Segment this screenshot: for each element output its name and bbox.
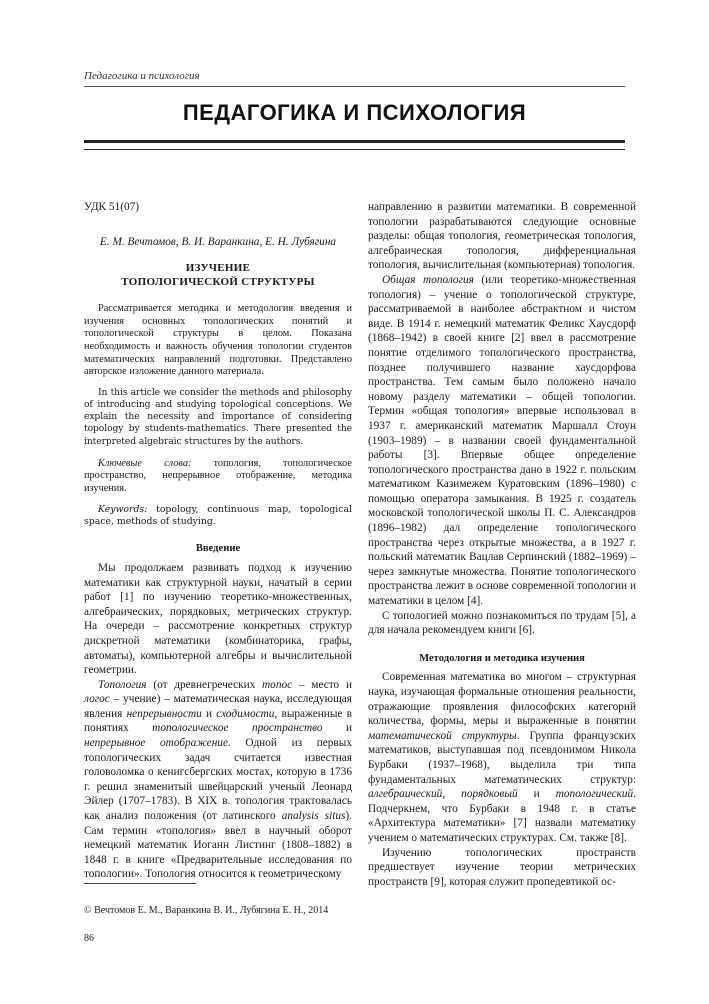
- text-span: и: [201, 707, 217, 720]
- authors: Е. М. Вечтомов, В. И. Варанкина, Е. Н. Лубягина: [99, 235, 337, 248]
- title-double-rule: [84, 140, 625, 150]
- intro-paragraph-2: [84, 678, 352, 882]
- top-rule: [84, 86, 625, 87]
- keywords-ru: [84, 458, 352, 496]
- keywords-en-text: topology, continuous map, topological space, methods of studying.: [84, 503, 352, 527]
- footnote-rule: [84, 883, 196, 884]
- article-title: [84, 261, 352, 289]
- copyright-footnote: © Вечтомов Е. М., Варанкина В. И., Лубягина Е. Н., 2014: [84, 905, 329, 916]
- section-title: ПЕДАГОГИКА И ПСИХОЛОГИЯ: [182, 100, 527, 125]
- intro-paragraph-2-continued: направлению в развитии математики. В современной топологии разрабатываются следующие основные разделы: общая топология, геометрическая топология, алгебраическая топология, дифференциальная топология, вычислительная (компьютерная) топология.: [368, 201, 636, 272]
- term-analysis-situs: analysis situs: [281, 810, 346, 823]
- text-span: – место и: [292, 678, 352, 691]
- udk-code: УДК 51(07): [84, 201, 140, 213]
- keywords-ru-text: топология, топологическое пространство, непрерывное отображение, методика изучения.: [84, 457, 352, 494]
- intro-paragraph-3: [368, 273, 636, 609]
- text-span: . Подчеркнем, что Бурбаки в 1948 г. в статье «Архитектура математики» [7] назвали математику учением о математических структурах. См. также [8].: [368, 788, 636, 844]
- term-convergence: сходимости: [216, 707, 275, 720]
- article-title-line-2: ТОПОЛОГИЧЕСКОЙ СТРУКТУРЫ: [121, 276, 315, 289]
- keywords-ru-label: Ключевые слова:: [98, 457, 192, 469]
- text-span: ). Сам термин «топология» ввел в научный оборот немецкий математик Иоганн Листинг (1808–1882) в 1848 г. в книге «Предварительные исследования по топологии». Топология относится к геометрическому: [84, 810, 353, 881]
- text-span: – учение) – математическая наука, исследующая явления: [84, 693, 352, 720]
- article-title-line-1: ИЗУЧЕНИЕ: [185, 262, 251, 275]
- method-heading: Методология и методика изучения: [419, 652, 585, 664]
- abstract-ru: Рассматривается методика и методология введения и изучения основных топологических понятий и топологической структуры в целом. Показана необходимость и важность обучения топологии студентов математических направлений подготовки. Представлено авторское изложение данного материала.: [84, 303, 352, 378]
- page-number: 86: [84, 933, 94, 944]
- method-paragraph-2: Изучению топологических пространств предшествует изучение теории метрических пространств [9], которая служит пропедевтикой ос-: [368, 846, 636, 888]
- term-math-structure: математической структуры: [368, 729, 517, 742]
- term-order: порядковый: [461, 788, 518, 801]
- term-continuous-map: непрерывное отображение: [84, 737, 228, 750]
- term-algebraic: алгебраический: [368, 788, 443, 801]
- text-span: (от древнегреческих: [146, 678, 263, 691]
- intro-paragraph-1: Мы продолжаем развивать подход к изучению математики как структурной науки, начатый в серии работ [1] по изучению теоретико-множественных, алгебраических, порядковых, метрических структур. На очереди – рассмотрение конкретных структур дискретной математики (комбинаторика, графы, автоматы), компьютерной алгебры и вычислительной геометрии.: [84, 561, 352, 677]
- right-column: [368, 200, 636, 889]
- term-topological-space: топологическое пространство: [152, 722, 323, 735]
- text-span: и: [517, 788, 556, 801]
- term-topology: Топология: [98, 678, 147, 691]
- keywords-en-label: Keywords:: [98, 503, 148, 515]
- text-span: (или теоретико-множественная топология) – учение о топологической структуре, рассматриваемой в наиболее абстрактном и чистом виде. В 1914 г. немецкий математик Феликс Хаусдорф (1868–1942) в своей книге [2] ввел в рассмотрение понятие отделимого топологического пространства, позднее получившего название хаусдорфова пространства. Тем самым было положено начало новому разделу математики – общей топологии. Термин «общая топология» впервые использовал в 1937 г. американский математик Маршалл Стоун (1903–1989) – в названии своей фундаментальной работы [3]. Впервые общее определение топологического пространства дано в 1922 г. польским математиком Казимежем Куратовским (1896–1980) с помощью оператора замыкания. В 1925 г. создатель московской топологической школы П. С. Александров (1896–1982) дал определение топологического пространства через открытые множества, а в 1927 г. польский математик Вацлав Серпинский (1882–1969) – через замкнутые множества. Понятие топологического пространства лежит в основе современной топологии и математики в целом [4].: [368, 273, 636, 608]
- term-logos: логос: [84, 693, 110, 706]
- keywords-en: [84, 504, 352, 529]
- text-span: . Одной из первых топологических задач считается известная головоломка о кенигсбергских мостах, которую в 1736 г. решил знаменитый швейцарский ученый Леонард Эйлер (1707–1783). В XIX в. топология трактовалась как анализ положения (от латинского: [84, 737, 352, 823]
- term-topological: топологический: [555, 788, 634, 801]
- term-continuity: непрерывности: [126, 707, 202, 720]
- method-paragraph-1: [368, 670, 636, 845]
- running-head: Педагогика и психология: [84, 70, 200, 82]
- text-span: Современная математика во многом – структурная наука, изучающая формальные отношения реальности, отражающие проявления философских категорий количества, формы, меры и выраженные в понятии: [368, 671, 636, 728]
- left-column: [84, 200, 352, 882]
- text-span: ,: [442, 788, 462, 801]
- term-general-topology: Общая топология: [382, 273, 474, 286]
- text-span: , выраженные в понятиях: [84, 707, 353, 735]
- text-span: . Группа французских математиков, выступавшая под псевдонимом Никола Бурбаки (1937–1968), выделила три типа фундаментальных математических структур:: [368, 729, 636, 786]
- abstract-en: In this article we consider the methods and philosophy of introducing and studying topological conceptions. We explain the necessity and importance of considering topology by students-mathematics. There presented the interpreted algebraic structures by the authors.: [84, 386, 352, 447]
- term-topos: топос: [262, 678, 293, 691]
- intro-heading: Введение: [195, 543, 241, 555]
- intro-paragraph-4: С топологией можно познакомиться по трудам [5], а для начала рекомендуем книги [6].: [368, 609, 636, 637]
- text-span: и: [322, 722, 352, 735]
